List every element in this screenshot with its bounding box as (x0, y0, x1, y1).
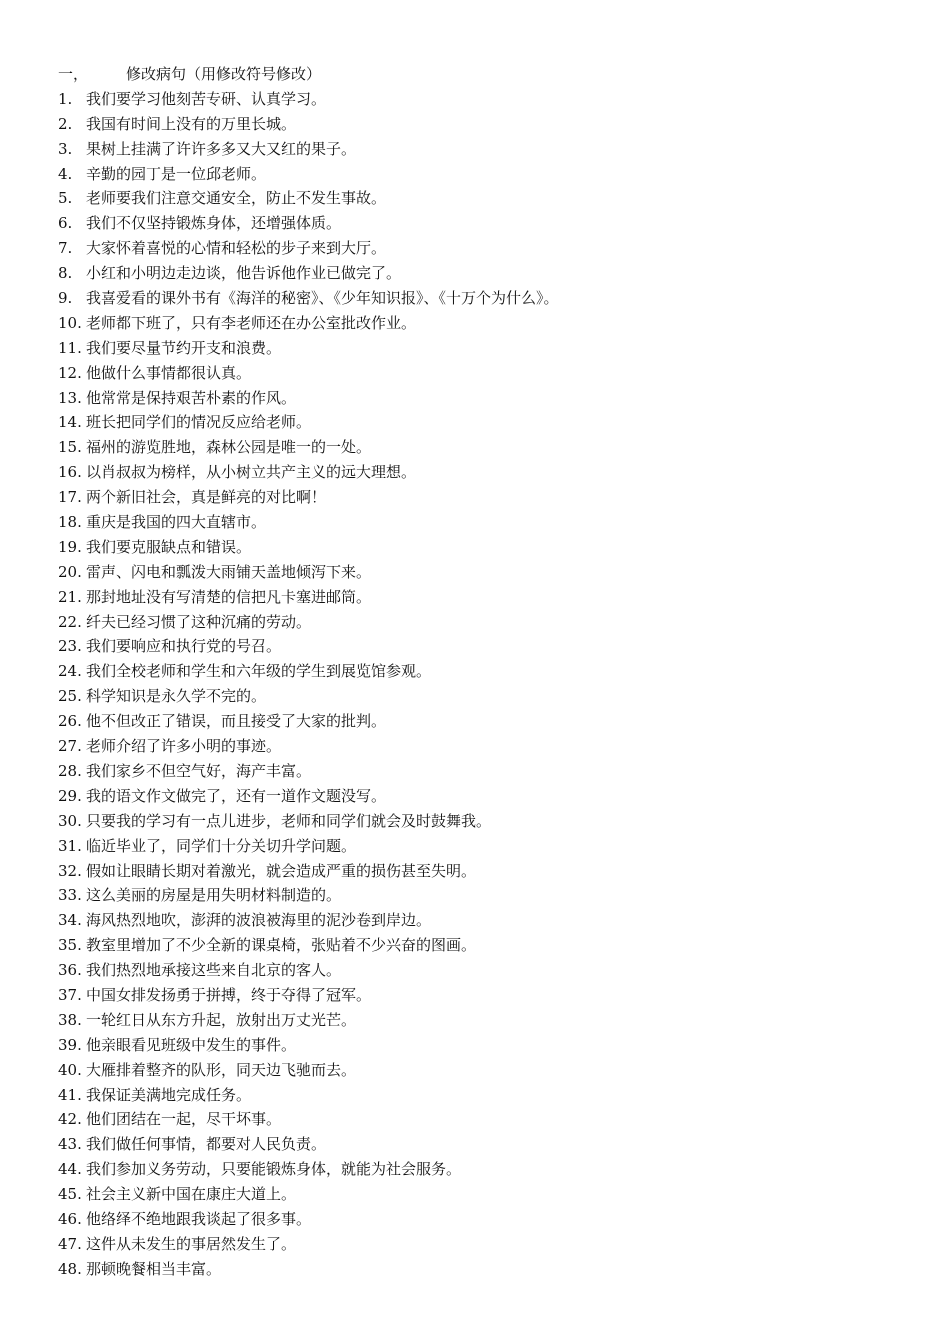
sentence-number: 17. (58, 488, 82, 507)
sentence-text: 雷声、闪电和瓢泼大雨铺天盖地倾泻下来。 (86, 562, 372, 581)
sentence-item (58, 535, 918, 560)
sentence-item (58, 684, 918, 709)
sentence-text: 我们要学习他刻苦专研、认真学习。 (86, 89, 327, 108)
sentence-number: 7. (58, 239, 73, 258)
sentence-text: 那顿晚餐相当丰富。 (86, 1259, 222, 1278)
sentence-text: 海风热烈地吹，澎湃的波浪被海里的泥沙卷到岸边。 (86, 911, 432, 930)
sentence-text: 他络绎不绝地跟我谈起了很多事。 (86, 1209, 312, 1228)
sentence-text: 小红和小明边走边谈，他告诉他作业已做完了。 (86, 264, 402, 283)
sentence-number: 40. (58, 1060, 82, 1079)
sentence-number: 35. (58, 936, 82, 955)
sentence-number: 18. (58, 513, 82, 532)
sentence-number: 1. (58, 89, 73, 108)
sentence-text: 我们要响应和执行党的号召。 (86, 637, 282, 656)
sentence-text: 教室里增加了不少全新的课桌椅，张贴着不少兴奋的图画。 (86, 936, 477, 955)
sentence-number: 34. (58, 911, 82, 930)
sentence-text: 这么美丽的房屋是用失明材料制造的。 (86, 886, 342, 905)
sentence-number: 3. (58, 139, 73, 158)
sentence-item (58, 809, 918, 834)
sentence-item (58, 1033, 918, 1058)
sentence-text: 果树上挂满了许许多多又大又红的果子。 (86, 139, 357, 158)
sentence-text: 社会主义新中国在康庄大道上。 (86, 1185, 297, 1204)
sentence-item (58, 1232, 918, 1257)
sentence-number: 37. (58, 985, 82, 1004)
sentence-text: 班长把同学们的情况反应给老师。 (86, 413, 312, 432)
sentence-number: 20. (58, 562, 82, 581)
sentence-text: 他们团结在一起，尽干坏事。 (86, 1110, 282, 1129)
sentence-item (58, 1207, 918, 1232)
sentence-item (58, 286, 918, 311)
document-page (58, 62, 918, 1282)
sentence-item (58, 435, 918, 460)
sentence-item (58, 759, 918, 784)
sentence-text: 我们做任何事情，都要对人民负责。 (86, 1135, 327, 1154)
sentence-number: 38. (58, 1010, 82, 1029)
sentence-item (58, 1107, 918, 1132)
sentence-number: 25. (58, 687, 82, 706)
sentence-number: 47. (58, 1234, 82, 1253)
sentence-item (58, 1058, 918, 1083)
sentence-text: 假如让眼睛长期对着激光，就会造成严重的损伤甚至失明。 (86, 861, 477, 880)
sentence-text: 我们不仅坚持锻炼身体，还增强体质。 (86, 214, 342, 233)
sentence-item (58, 361, 918, 386)
sentence-item (58, 162, 918, 187)
sentence-number: 45. (58, 1185, 82, 1204)
sentence-number: 10. (58, 313, 82, 332)
sentence-number: 32. (58, 861, 82, 880)
sentence-text: 福州的游览胜地，森林公园是唯一的一处。 (86, 438, 372, 457)
sentence-number: 6. (58, 214, 73, 233)
sentence-number: 15. (58, 438, 82, 457)
sentence-number: 33. (58, 886, 82, 905)
sentence-text: 两个新旧社会，真是鲜亮的对比啊！ (86, 488, 327, 507)
sentence-text: 辛勤的园丁是一位邱老师。 (86, 164, 267, 183)
sentence-text: 我喜爱看的课外书有《海洋的秘密》、《少年知识报》、《十万个为什么》。 (86, 289, 559, 308)
sentence-text: 这件从未发生的事居然发生了。 (86, 1234, 297, 1253)
sentence-item (58, 460, 918, 485)
sentence-text: 我保证美满地完成任务。 (86, 1085, 252, 1104)
sentence-number: 39. (58, 1035, 82, 1054)
sentence-item (58, 734, 918, 759)
sentence-text: 我们参加义务劳动，只要能锻炼身体，就能为社会服务。 (86, 1160, 462, 1179)
sentence-number: 16. (58, 463, 82, 482)
sentence-number: 5. (58, 189, 73, 208)
sentence-number: 13. (58, 388, 82, 407)
sentence-text: 我们热烈地承接这些来自北京的客人。 (86, 961, 342, 980)
sentence-text: 我国有时间上没有的万里长城。 (86, 114, 297, 133)
sentence-item (58, 510, 918, 535)
sentence-number: 48. (58, 1259, 82, 1278)
sentence-number: 12. (58, 363, 82, 382)
sentence-text: 我们要尽量节约开支和浪费。 (86, 338, 282, 357)
sentence-item (58, 186, 918, 211)
sentence-item (58, 485, 918, 510)
sentence-item (58, 211, 918, 236)
sentence-item (58, 560, 918, 585)
sentence-number: 4. (58, 164, 73, 183)
sentence-number: 36. (58, 961, 82, 980)
sentence-text: 老师要我们注意交通安全，防止不发生事故。 (86, 189, 387, 208)
sentence-number: 30. (58, 811, 82, 830)
sentence-text: 只要我的学习有一点儿进步，老师和同学们就会及时鼓舞我。 (86, 811, 492, 830)
section-number: 一， (58, 65, 89, 83)
sentence-number: 42. (58, 1110, 82, 1129)
sentence-text: 纤夫已经习惯了这种沉痛的劳动。 (86, 612, 312, 631)
sentence-number: 9. (58, 289, 73, 308)
sentence-item (58, 1083, 918, 1108)
sentence-number: 29. (58, 786, 82, 805)
sentence-text: 临近毕业了，同学们十分关切升学问题。 (86, 836, 357, 855)
sentence-item (58, 112, 918, 137)
sentence-text: 大家怀着喜悦的心情和轻松的步子来到大厅。 (86, 239, 387, 258)
section-heading (58, 62, 918, 87)
sentence-number: 23. (58, 637, 82, 656)
sentence-item (58, 859, 918, 884)
sentence-text: 大雁排着整齐的队形，同天边飞驰而去。 (86, 1060, 357, 1079)
sentence-number: 27. (58, 737, 82, 756)
sentence-item (58, 1008, 918, 1033)
sentence-item (58, 585, 918, 610)
sentence-text: 他常常是保持艰苦朴素的作风。 (86, 388, 297, 407)
sentence-text: 我们家乡不但空气好，海产丰富。 (86, 761, 312, 780)
sentence-item (58, 958, 918, 983)
sentence-number: 2. (58, 114, 73, 133)
sentence-item (58, 908, 918, 933)
sentence-number: 22. (58, 612, 82, 631)
sentence-number: 44. (58, 1160, 82, 1179)
sentence-text: 一轮红日从东方升起，放射出万丈光芒。 (86, 1010, 357, 1029)
sentence-item (58, 834, 918, 859)
sentence-item (58, 933, 918, 958)
sentence-number: 43. (58, 1135, 82, 1154)
sentence-text: 老师都下班了，只有李老师还在办公室批改作业。 (86, 313, 417, 332)
sentence-item (58, 784, 918, 809)
sentence-item (58, 983, 918, 1008)
sentence-text: 我的语文作文做完了，还有一道作文题没写。 (86, 786, 387, 805)
sentence-number: 24. (58, 662, 82, 681)
sentence-item (58, 311, 918, 336)
sentence-text: 重庆是我国的四大直辖市。 (86, 513, 267, 532)
sentence-item (58, 1257, 918, 1282)
sentence-text: 他不但改正了错误，而且接受了大家的批判。 (86, 712, 387, 731)
sentence-item (58, 634, 918, 659)
sentence-item (58, 386, 918, 411)
sentence-list (58, 87, 918, 1282)
sentence-number: 31. (58, 836, 82, 855)
sentence-text: 以肖叔叔为榜样，从小树立共产主义的远大理想。 (86, 463, 417, 482)
sentence-text: 他亲眼看见班级中发生的事件。 (86, 1035, 297, 1054)
sentence-number: 26. (58, 712, 82, 731)
sentence-number: 8. (58, 264, 73, 283)
sentence-number: 28. (58, 761, 82, 780)
sentence-text: 我们要克服缺点和错误。 (86, 537, 252, 556)
sentence-number: 19. (58, 537, 82, 556)
sentence-item (58, 261, 918, 286)
sentence-item (58, 1132, 918, 1157)
sentence-text: 老师介绍了许多小明的事迹。 (86, 737, 282, 756)
sentence-item (58, 87, 918, 112)
section-title: 修改病句（用修改符号修改） (126, 65, 322, 83)
sentence-item (58, 659, 918, 684)
sentence-item (58, 137, 918, 162)
sentence-text: 科学知识是永久学不完的。 (86, 687, 267, 706)
sentence-number: 46. (58, 1209, 82, 1228)
sentence-item (58, 709, 918, 734)
sentence-item (58, 1182, 918, 1207)
sentence-text: 我们全校老师和学生和六年级的学生到展览馆参观。 (86, 662, 432, 681)
sentence-item (58, 610, 918, 635)
sentence-text: 他做什么事情都很认真。 (86, 363, 252, 382)
sentence-item (58, 883, 918, 908)
sentence-number: 14. (58, 413, 82, 432)
sentence-item (58, 410, 918, 435)
sentence-item (58, 236, 918, 261)
sentence-number: 21. (58, 587, 82, 606)
sentence-text: 那封地址没有写清楚的信把凡卡塞进邮筒。 (86, 587, 372, 606)
sentence-item (58, 1157, 918, 1182)
sentence-text: 中国女排发扬勇于拼搏，终于夺得了冠军。 (86, 985, 372, 1004)
sentence-number: 11. (58, 338, 82, 357)
sentence-number: 41. (58, 1085, 82, 1104)
sentence-item (58, 336, 918, 361)
